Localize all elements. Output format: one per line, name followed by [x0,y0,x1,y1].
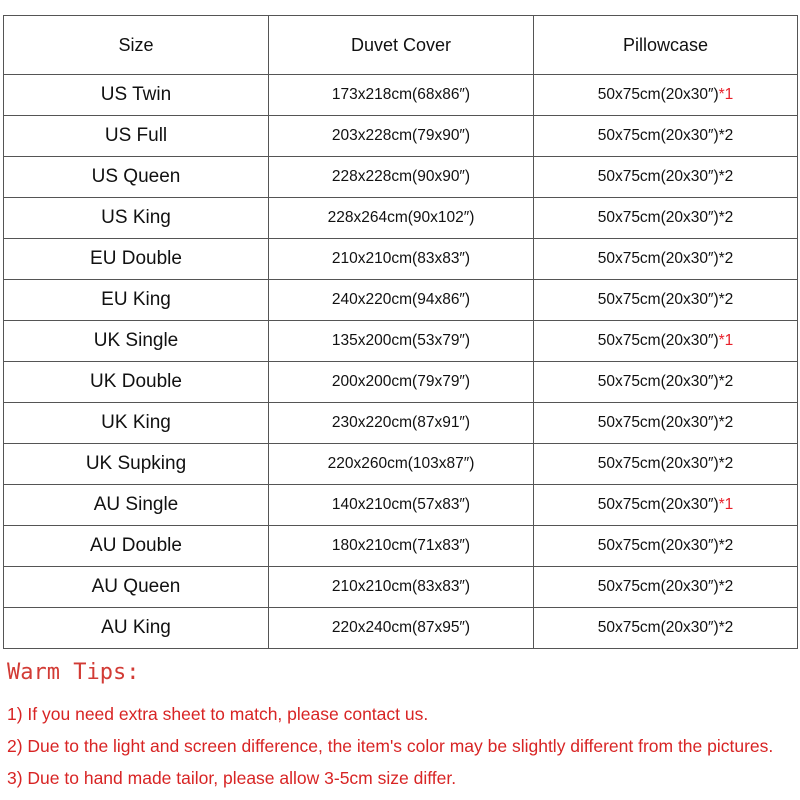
pillowcase-size: 50x75cm(20x30″) [597,414,719,431]
warm-tips-title: Warm Tips: [7,660,140,685]
pillowcase-quantity: *2 [718,578,734,595]
pillowcase-cell [534,198,798,239]
pillowcase-size: 50x75cm(20x30″) [597,619,719,636]
pillowcase-quantity: *2 [718,168,734,185]
table-row [4,362,798,403]
pillowcase-quantity: *1 [718,496,734,513]
duvet-cover-cell: 173x218cm(68x86″) [269,75,534,116]
size-cell: AU Single [4,485,269,526]
size-cell: AU Double [4,526,269,567]
table-row [4,526,798,567]
pillowcase-cell [534,239,798,280]
duvet-cover-cell: 228x228cm(90x90″) [269,157,534,198]
pillowcase-cell [534,608,798,649]
header-size: Size [4,16,269,75]
pillowcase-cell [534,362,798,403]
pillowcase-quantity: *1 [718,332,734,349]
table-row [4,608,798,649]
pillowcase-quantity: *2 [718,455,734,472]
table-row [4,239,798,280]
pillowcase-size: 50x75cm(20x30″) [597,496,719,513]
pillowcase-cell [534,280,798,321]
size-cell: AU Queen [4,567,269,608]
size-cell: UK King [4,403,269,444]
duvet-cover-cell: 220x240cm(87x95″) [269,608,534,649]
pillowcase-quantity: *2 [718,209,734,226]
pillowcase-quantity: *2 [718,537,734,554]
duvet-cover-cell: 210x210cm(83x83″) [269,239,534,280]
header-pillowcase: Pillowcase [534,16,798,75]
pillowcase-quantity: *2 [718,127,734,144]
size-cell: UK Single [4,321,269,362]
pillowcase-size: 50x75cm(20x30″) [597,209,719,226]
pillowcase-quantity: *1 [718,86,734,103]
size-cell: US King [4,198,269,239]
pillowcase-cell [534,526,798,567]
tip-line-2: 2) Due to the light and screen difference, the item's color may be slightly different from the pictures. [7,736,774,756]
duvet-cover-cell: 240x220cm(94x86″) [269,280,534,321]
pillowcase-quantity: *2 [718,619,734,636]
pillowcase-cell [534,567,798,608]
pillowcase-size: 50x75cm(20x30″) [597,168,719,185]
size-cell: AU King [4,608,269,649]
duvet-cover-cell: 180x210cm(71x83″) [269,526,534,567]
pillowcase-quantity: *2 [718,414,734,431]
pillowcase-size: 50x75cm(20x30″) [597,578,719,595]
table-header-row [4,16,798,75]
table-row [4,321,798,362]
pillowcase-size: 50x75cm(20x30″) [597,127,719,144]
pillowcase-size: 50x75cm(20x30″) [597,86,719,103]
duvet-cover-cell: 135x200cm(53x79″) [269,321,534,362]
header-duvet-cover: Duvet Cover [269,16,534,75]
table-body [4,75,798,649]
pillowcase-size: 50x75cm(20x30″) [597,537,719,554]
size-cell: US Full [4,116,269,157]
table-row [4,75,798,116]
pillowcase-cell [534,75,798,116]
pillowcase-size: 50x75cm(20x30″) [597,291,719,308]
table-row [4,403,798,444]
tip-line-1: 1) If you need extra sheet to match, please contact us. [7,704,429,724]
size-cell: UK Supking [4,444,269,485]
pillowcase-cell [534,116,798,157]
pillowcase-quantity: *2 [718,250,734,267]
duvet-cover-cell: 220x260cm(103x87″) [269,444,534,485]
duvet-cover-cell: 140x210cm(57x83″) [269,485,534,526]
duvet-cover-cell: 200x200cm(79x79″) [269,362,534,403]
size-cell: EU King [4,280,269,321]
pillowcase-size: 50x75cm(20x30″) [597,332,719,349]
size-cell: UK Double [4,362,269,403]
duvet-cover-cell: 230x220cm(87x91″) [269,403,534,444]
table-row [4,157,798,198]
table-row [4,485,798,526]
pillowcase-cell [534,321,798,362]
size-cell: US Queen [4,157,269,198]
pillowcase-size: 50x75cm(20x30″) [597,250,719,267]
pillowcase-cell [534,403,798,444]
table-row [4,567,798,608]
pillowcase-cell [534,157,798,198]
pillowcase-quantity: *2 [718,373,734,390]
size-cell: US Twin [4,75,269,116]
pillowcase-cell [534,485,798,526]
warm-tips-section [7,658,797,794]
table-row [4,280,798,321]
pillowcase-quantity: *2 [718,291,734,308]
size-cell: EU Double [4,239,269,280]
pillowcase-cell [534,444,798,485]
table-row [4,116,798,157]
size-chart-table [3,15,798,649]
duvet-cover-cell: 228x264cm(90x102″) [269,198,534,239]
duvet-cover-cell: 210x210cm(83x83″) [269,567,534,608]
table-row [4,198,798,239]
pillowcase-size: 50x75cm(20x30″) [597,455,719,472]
duvet-cover-cell: 203x228cm(79x90″) [269,116,534,157]
table-row [4,444,798,485]
tip-line-3: 3) Due to hand made tailor, please allow 3-5cm size differ. [7,768,457,788]
pillowcase-size: 50x75cm(20x30″) [597,373,719,390]
